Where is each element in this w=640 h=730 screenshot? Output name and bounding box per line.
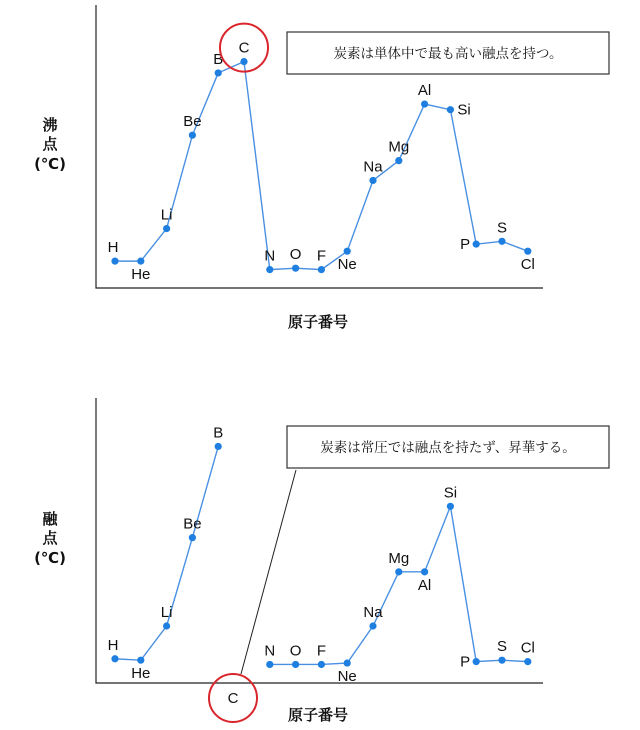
data-point (344, 248, 351, 255)
data-point (111, 258, 118, 265)
data-point (189, 132, 196, 139)
data-point (473, 241, 480, 248)
point-label: Li (160, 604, 173, 621)
point-label: Be (183, 113, 202, 131)
point-label: Si (443, 484, 458, 502)
point-label: Mg (388, 549, 410, 567)
point-label: N (264, 642, 276, 660)
data-point (395, 568, 402, 575)
point-label: Mg (388, 138, 410, 156)
point-label: He (131, 665, 151, 683)
annotation-text: 炭素は単体中で最も高い融点を持つ。 (333, 46, 563, 62)
data-point (395, 157, 402, 164)
data-point (344, 659, 351, 666)
point-label: Cl (520, 256, 535, 274)
y-axis-label: 融 (42, 510, 58, 528)
point-label: H (107, 636, 119, 654)
chart-2 (34, 398, 609, 724)
data-point (473, 658, 480, 665)
x-axis-label: 原子番号 (287, 706, 349, 724)
point-label: H (107, 239, 119, 257)
data-point (137, 258, 144, 265)
data-point (498, 657, 505, 664)
x-axis-label: 原子番号 (287, 313, 349, 331)
data-point (447, 503, 454, 510)
data-point (421, 568, 428, 575)
point-label: S (496, 219, 508, 237)
data-point (498, 238, 505, 245)
data-point (189, 534, 196, 541)
data-point (266, 266, 273, 273)
data-point (318, 661, 325, 668)
data-point (369, 177, 376, 184)
data-point (240, 58, 247, 65)
point-label: Ne (337, 256, 357, 274)
point-label: N (264, 247, 276, 265)
y-axis-label: 沸 (42, 116, 58, 134)
y-axis-label: 点 (42, 135, 58, 153)
chart-1 (34, 5, 609, 331)
data-point (137, 657, 144, 664)
data-point (215, 443, 222, 450)
point-label: Ne (337, 668, 357, 686)
point-label: Al (417, 576, 432, 594)
point-label: O (289, 642, 302, 660)
point-label: C (227, 690, 239, 707)
data-point (318, 266, 325, 273)
point-label: B (213, 424, 224, 442)
point-label: Na (363, 158, 383, 176)
data-point (292, 661, 299, 668)
data-point (111, 655, 118, 662)
point-label: Al (417, 82, 432, 100)
point-label: Si (457, 101, 471, 119)
data-point (421, 100, 428, 107)
y-axis-label: 点 (42, 529, 58, 547)
y-axis-label: (℃) (34, 549, 66, 567)
data-point (215, 69, 222, 76)
point-label: F (316, 247, 326, 265)
data-point (292, 265, 299, 272)
data-point (163, 225, 170, 232)
point-label: Cl (520, 639, 535, 657)
point-label: C (238, 39, 250, 57)
data-point (524, 248, 531, 255)
annotation-text: 炭素は常圧では融点を持たず、昇華する。 (320, 440, 576, 456)
point-label: Li (160, 206, 173, 224)
series-line (270, 506, 528, 664)
y-axis-label: (℃) (34, 155, 66, 173)
data-point (524, 658, 531, 665)
point-label: He (131, 266, 151, 284)
point-label: B (213, 50, 224, 68)
data-point (447, 106, 454, 113)
data-point (369, 622, 376, 629)
point-label: Na (363, 604, 383, 621)
data-point (266, 661, 273, 668)
point-label: P (460, 236, 471, 254)
data-point (163, 622, 170, 629)
point-label: O (289, 246, 302, 264)
point-label: P (460, 653, 471, 671)
point-label: Be (183, 515, 202, 533)
point-label: F (316, 642, 326, 660)
point-label: S (496, 638, 508, 656)
